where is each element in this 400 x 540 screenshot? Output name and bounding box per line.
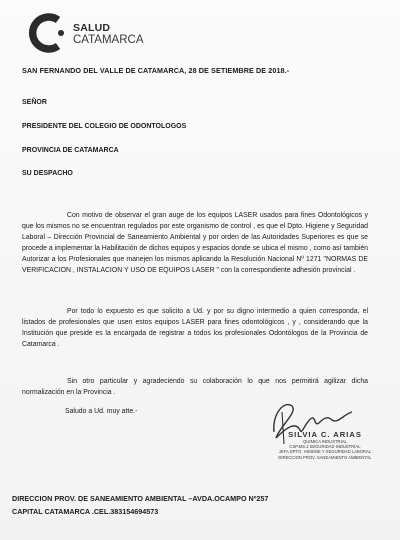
body-paragraph-1: Con motivo de observar el gran auge de los equipos LASER usados para fines Odontológicos y que los mismos no se encuentran regulados por este organismo de control , es que el Dpto. Higiene y Seguridad Laboral – Dirección Provincial de Saneamiento Ambiental y por orden de las Autoridades Superiores es que se procede a implementar la Habilitación de dichos equipos y espacios donde se ubica el mismo , como así también Autorizar a los Profesionales que manejen los mismos aplicando la Resolución Nacional Nº 1271 "NORMAS DE VERIFICACION , INSTALACION Y USO DE EQUIPOS LASER " con la correspondiente adhesión provincial . — [22, 212, 368, 275]
salud-c-logo-icon — [27, 12, 69, 54]
letterhead-logo — [27, 12, 144, 54]
signer-title-1: QUIMICA INDUSTRIAL — [303, 439, 347, 444]
signer-title-4: DIRECCION PROV. SANEAMIENTO AMBIENTAL — [278, 454, 372, 460]
signer-block — [270, 430, 380, 460]
footer-address: DIRECCION PROV. DE SANEAMIENTO AMBIENTAL –AVDA.OCAMPO Nº257 — [12, 494, 269, 503]
logo-text-salud: SALUD — [73, 22, 111, 34]
signer-title-3: JEFA DPTO. HIGIENE Y SEGURIDAD LABORAL — [278, 449, 372, 455]
signer-name: SILVIA C. ARIAS — [288, 430, 362, 439]
footer-contact: CAPITAL CATAMARCA .CEL.383154694573 — [12, 507, 159, 516]
recipient-office: SU DESPACHO — [22, 170, 73, 177]
recipient-province: PROVINCIA DE CATAMARCA — [22, 147, 119, 154]
date-line: SAN FERNANDO DEL VALLE DE CATAMARCA, 28 DE SETIEMBRE DE 2018.- — [22, 66, 290, 75]
signer-title-2: CSP.MS.1 SEGURIDAD INDUSTRIAL — [289, 444, 361, 450]
body-paragraph-3: Sin otro particular y agradeciendo su colaboración lo que nos permitirá agilizar dicha normalización en la Provincia . — [22, 378, 368, 397]
logo-text-catamarca: CATAMARCA — [73, 34, 144, 46]
recipient-position: PRESIDENTE DEL COLEGIO DE ODONTOLOGOS — [22, 123, 187, 130]
closing-greeting: Saludo a Ud. muy atte.- — [65, 408, 138, 415]
recipient-title: SEÑOR — [22, 99, 47, 106]
body-paragraph-2: Por todo lo expuesto es que solicito a Ud. y por su digno intermedio a quien corresponda, el listados de profesionales que usen estos equipos LASER para fines odontológicos , y , considerando que la Institución que preside es la encargada de registrar a todos los profesionales Odontólogos de la Provincia de Catamarca . — [22, 308, 368, 349]
